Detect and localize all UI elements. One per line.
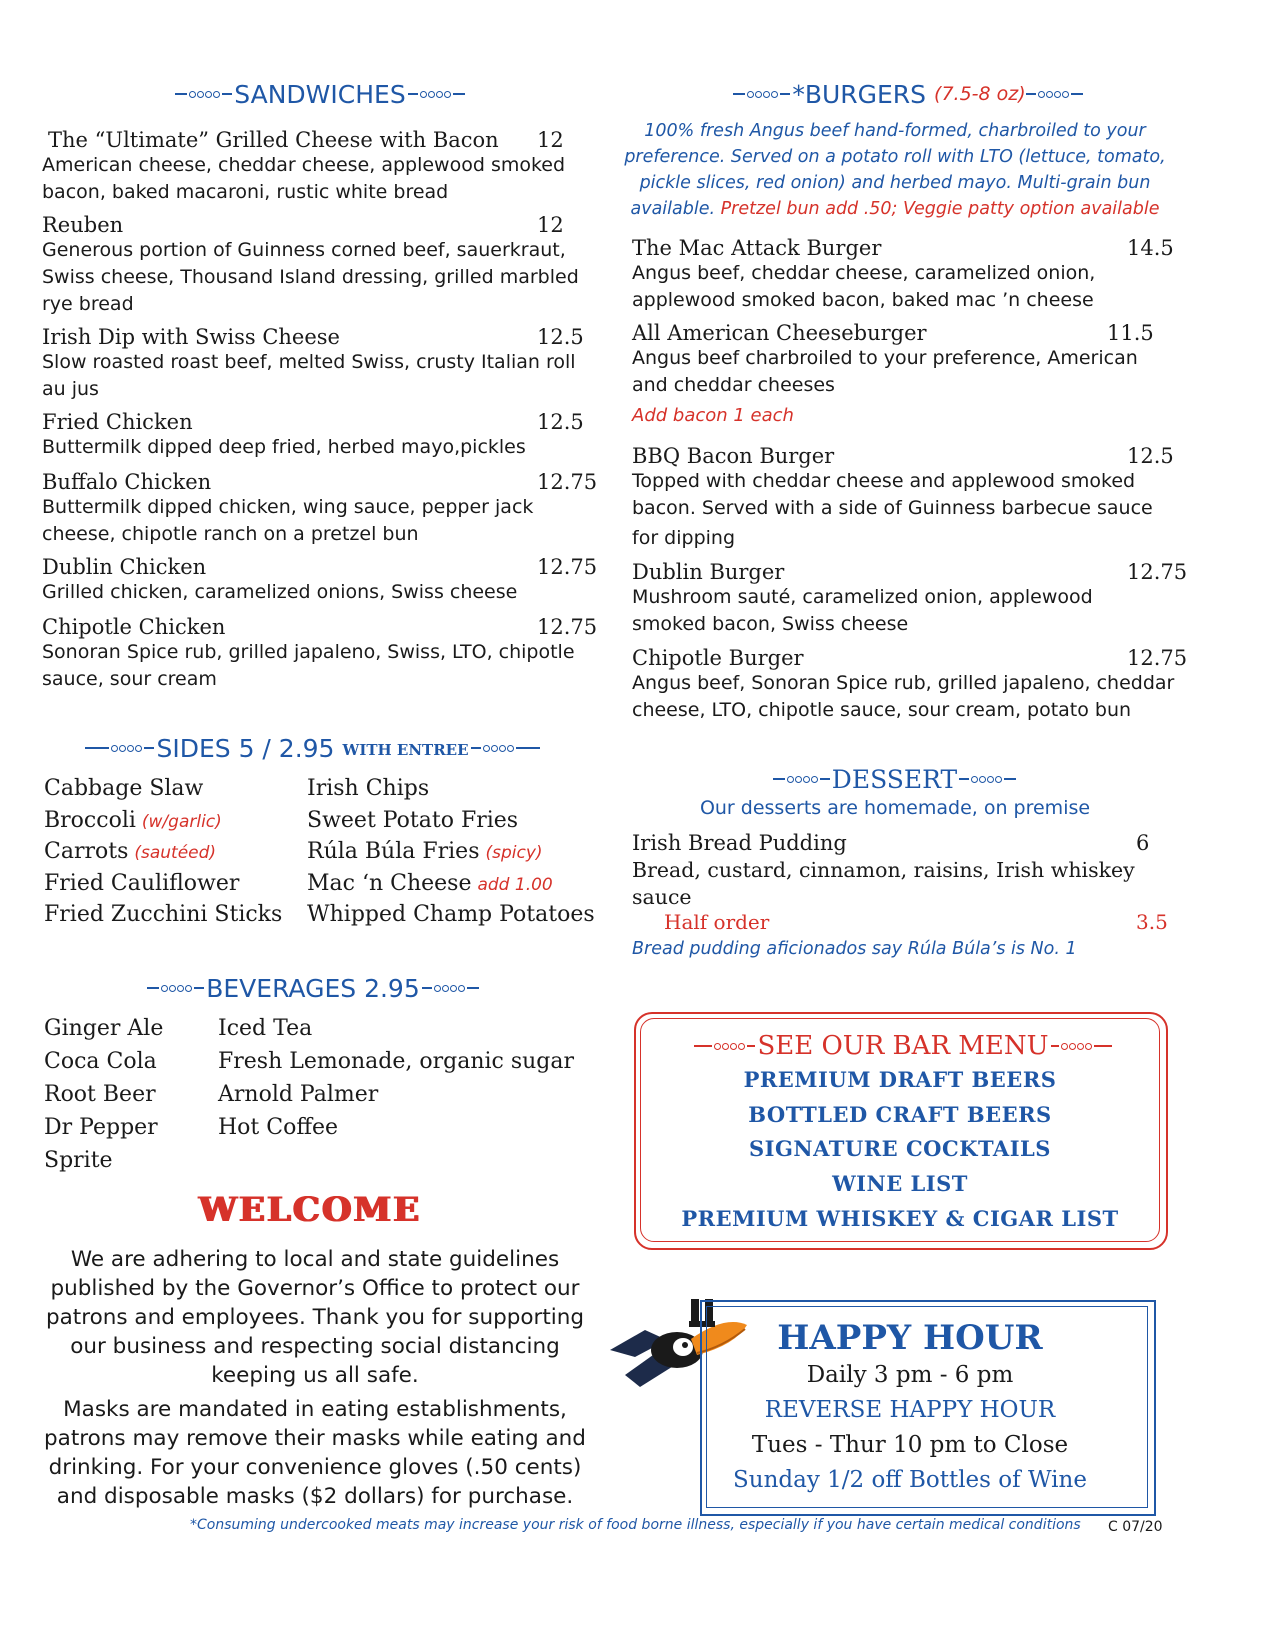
welcome-line: our business and respecting social distancing [70,1334,560,1359]
side-note: (w/garlic) [141,811,222,832]
menu-item [632,646,1188,724]
beverages-header [98,972,528,1004]
item-name: Chipotle Chicken [42,615,226,639]
menu-item [42,470,598,548]
welcome-line: and disposable masks ($2 dollars) for purchase. [56,1484,574,1509]
side-item [44,776,203,801]
side-item [307,808,518,833]
side-note: add 1.00 [477,874,553,895]
bar-menu-item: PREMIUM WHISKEY & CIGAR LIST [681,1205,1119,1231]
item-price: 12.75 [537,615,598,639]
footer-disclaimer: *Consuming undercooked meats may increase your risk of food borne illness, especially if you have certain medical conditions [190,1517,1081,1533]
beverage-item: Ginger Ale [44,1016,164,1041]
item-price: 12.75 [537,555,598,579]
item-price: 12.5 [1127,444,1174,468]
item-name: Buffalo Chicken [42,470,212,494]
dessert-title: DESSERT [831,764,958,794]
item-price: 12.5 [537,410,584,434]
ornament-right [1026,91,1083,98]
ornament-right [1051,1043,1112,1050]
item-description-line: Slow roasted roast beef, melted Swiss, crusty Italian roll [42,351,576,373]
item-description-line: and cheddar cheeses [632,374,835,396]
intro-line [610,196,1180,222]
side-name: Fried Zucchini Sticks [44,902,283,927]
side-name: Broccoli [44,807,136,833]
sandwiches-title: SANDWICHES [234,79,406,109]
welcome-line: published by the Governor’s Office to protect our [50,1276,580,1301]
item-addon-note: Add bacon 1 each [632,405,794,426]
item-description-line: cheese, LTO, chipotle sauce, sour cream, potato bun [632,699,1132,721]
side-item [307,839,543,864]
ornament-right [959,776,1016,783]
item-price: 12.75 [1127,646,1188,670]
ornament-left [147,985,204,992]
item-description-line: Grilled chicken, caramelized onions, Swiss cheese [42,581,518,603]
ornament-left [85,745,154,752]
menu-item [632,321,1182,426]
dessert-description [632,857,1135,911]
side-item [307,776,429,801]
happy-hour-title: HAPPY HOUR [777,1318,1043,1358]
sides-header [60,732,565,764]
menu-item [42,555,598,606]
welcome-paragraph-1 [30,1245,600,1390]
side-name: Mac ‘n Cheese [307,870,472,896]
side-item [44,808,222,833]
welcome-line: patrons may remove their masks while eating and [44,1426,586,1451]
ornament-right [471,745,540,752]
beverage-item: Hot Coffee [218,1115,339,1140]
item-price: 12 [537,213,564,237]
ornament-left [773,776,830,783]
item-price: 12.75 [1127,560,1188,584]
item-name: BBQ Bacon Burger [632,444,835,468]
item-description-line: American cheese, cheddar cheese, applewood smoked [42,154,566,176]
item-description-line: Buttermilk dipped deep fried, herbed mayo,pickles [42,436,526,458]
item-description-line: sauce, sour cream [42,668,217,690]
item-name: Reuben [42,213,124,237]
ornament-left [733,91,790,98]
welcome-line: patrons and employees. Thank you for supporting [45,1305,585,1330]
menu-item [632,444,1182,552]
intro-line: 100% fresh Angus beef hand-formed, charbroiled to your [644,121,1146,141]
dessert-subtitle: Our desserts are homemade, on premise [699,797,1091,819]
dessert-description-line: sauce [632,885,692,909]
item-name: Dublin Burger [632,560,785,584]
beverage-item: Sprite [44,1148,113,1173]
intro-line: pickle slices, red onion) and herbed mayo. Multi-grain bun [639,173,1151,193]
bar-menu-item: SIGNATURE COCKTAILS [749,1136,1051,1162]
item-name: All American Cheeseburger [632,321,927,345]
happy-hour-line-3: Tues - Thur 10 pm to Close [751,1432,1069,1458]
ornament-right [422,985,479,992]
intro-line: preference. Served on a potato roll with LTO (lettuce, tomato, [624,147,1166,167]
happy-hour-line-2: REVERSE HAPPY HOUR [764,1397,1056,1423]
beverage-item: Fresh Lemonade, organic sugar [218,1049,575,1074]
side-item [307,871,553,896]
bar-menu-item: BOTTLED CRAFT BEERS [748,1101,1052,1127]
welcome-paragraph-2 [30,1395,600,1511]
side-item [44,839,216,864]
item-description-line: Angus beef, cheddar cheese, caramelized onion, [632,262,1096,284]
bar-menu-item: WINE LIST [832,1171,968,1197]
burgers-size: (7.5-8 oz) [934,83,1026,105]
bar-menu-header [648,1030,1158,1062]
menu-item [42,410,582,461]
item-description-line: cheese, chipotle ranch on a pretzel bun [42,523,419,545]
dessert-price: 6 [1136,831,1150,855]
dessert-name: Irish Bread Pudding [632,831,847,855]
item-description-line: au jus [42,378,99,400]
welcome-line: drinking. For your convenience gloves (.50 cents) [48,1455,582,1480]
side-name: Sweet Potato Fries [307,807,519,833]
item-description-line: Buttermilk dipped chicken, wing sauce, pepper jack [42,496,534,518]
menu-item [42,213,582,318]
item-name: Fried Chicken [42,410,193,434]
beverage-item: Iced Tea [218,1016,313,1041]
item-price: 12.75 [537,470,598,494]
happy-hour-line-1: Daily 3 pm - 6 pm [806,1362,1014,1388]
item-description-line: applewood smoked bacon, baked mac ’n cheese [632,289,1094,311]
sides-title: SIDES 5 / 2.95 [156,733,335,763]
item-description-line: for dipping [632,527,736,549]
side-name: Irish Chips [307,776,430,801]
item-description-line: Angus beef, Sonoran Spice rub, grilled japaleno, cheddar [632,672,1175,694]
side-item [44,871,239,896]
sides-suffix: WITH ENTREE [342,741,469,759]
burgers-intro [610,118,1180,222]
welcome-line: Masks are mandated in eating establishments, [63,1397,567,1422]
item-price: 12.5 [537,325,584,349]
dessert-description-line: Bread, custard, cinnamon, raisins, Irish whiskey [632,858,1135,882]
item-description-line: rye bread [42,293,134,315]
intro-pretzel-note: Pretzel bun add .50; Veggie patty option available [720,199,1160,219]
side-note: (sautéed) [134,843,217,863]
side-item [307,902,595,927]
side-name: Carrots [44,839,129,864]
welcome-line: We are adhering to local and state guidelines [70,1247,560,1272]
side-note: (spicy) [485,843,543,863]
beverage-item: Root Beer [44,1082,156,1107]
item-description-line: bacon, baked macaroni, rustic white bread [42,181,449,203]
item-price: 12 [537,128,564,152]
item-description-line: bacon. Served with a side of Guinness barbecue sauce [632,497,1153,519]
welcome-title: WELCOME [198,1190,422,1230]
sandwiches-header [130,78,510,110]
beverage-item: Arnold Palmer [218,1082,379,1107]
side-name: Rúla Búla Fries [307,839,480,864]
menu-item [42,128,582,206]
item-price: 11.5 [1107,321,1154,345]
intro-text: available. [630,199,721,219]
beverage-item: Coca Cola [44,1049,157,1074]
item-price: 14.5 [1127,236,1174,260]
item-name: Dublin Chicken [42,555,207,579]
item-description-line: smoked bacon, Swiss cheese [632,613,909,635]
menu-item [632,236,1182,314]
item-description-line: Topped with cheddar cheese and applewood smoked [632,470,1136,492]
menu-item [42,615,598,693]
item-name: Irish Dip with Swiss Cheese [42,325,340,349]
bar-menu-item: PREMIUM DRAFT BEERS [743,1067,1057,1092]
side-name: Whipped Champ Potatoes [307,902,595,927]
footer-code: C 07/20 [1108,1519,1163,1535]
dessert-half-label: Half order [664,910,770,934]
burgers-header [688,78,1128,110]
welcome-line: keeping us all safe. [211,1363,419,1388]
beverage-item: Dr Pepper [44,1115,158,1140]
beverages-title: BEVERAGES 2.95 [206,973,420,1003]
happy-hour-line-4: Sunday 1/2 off Bottles of Wine [733,1467,1087,1493]
burgers-title: *BURGERS [792,79,927,109]
item-description-line: Mushroom sauté, caramelized onion, applewood [632,586,1093,608]
item-name: The “Ultimate” Grilled Cheese with Bacon [48,128,499,152]
menu-item [42,325,582,403]
item-description-line: Generous portion of Guinness corned beef, sauerkraut, [42,239,566,261]
menu-item [632,560,1188,638]
item-description-line: Swiss cheese, Thousand Island dressing, grilled marbled [42,266,579,288]
item-description-line: Sonoran Spice rub, grilled japaleno, Swiss, LTO, chipotle [42,641,575,663]
dessert-half-price: 3.5 [1136,910,1168,934]
ornament-left [175,91,232,98]
side-name: Cabbage Slaw [44,776,204,801]
ornament-right [408,91,465,98]
ornament-left [694,1043,755,1050]
side-item [44,902,282,927]
side-name: Fried Cauliflower [44,870,240,896]
item-description-line: Angus beef charbroiled to your preference, American [632,347,1138,369]
item-name: The Mac Attack Burger [632,236,882,260]
bar-menu-title: SEE OUR BAR MENU [757,1031,1049,1061]
item-name: Chipotle Burger [632,646,804,670]
dessert-header [732,763,1057,795]
dessert-note: Bread pudding aficionados say Rúla Búla’s is No. 1 [632,939,1077,959]
